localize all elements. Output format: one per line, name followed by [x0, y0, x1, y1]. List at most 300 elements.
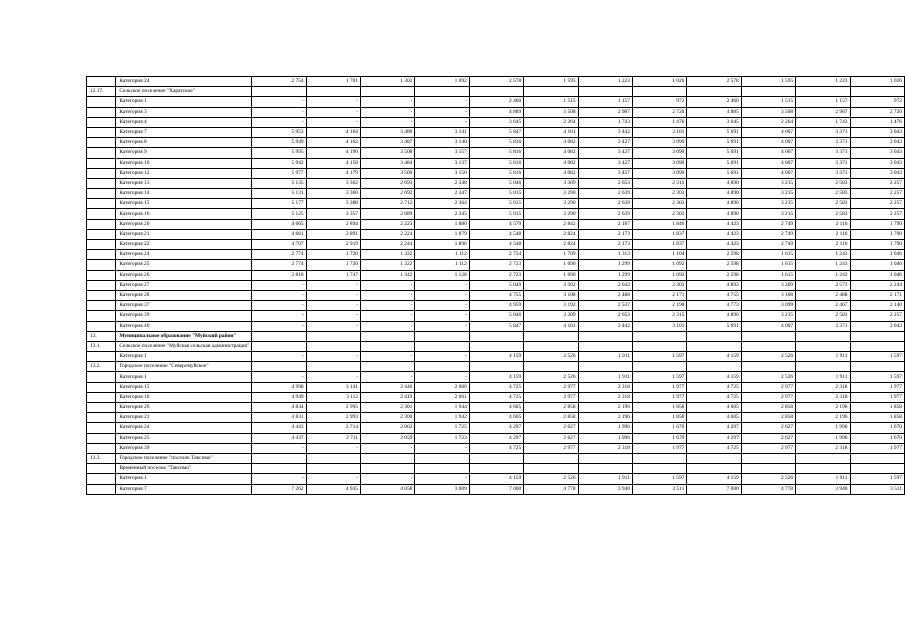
- value-cell: 5 942: [252, 158, 306, 168]
- value-cell: [796, 341, 850, 351]
- value-cell: [469, 464, 523, 474]
- section-title: Муниципальное образование "Муйский район": [116, 331, 252, 341]
- value-cell: [632, 331, 686, 341]
- value-cell: -: [415, 97, 469, 107]
- value-cell: 1 911: [796, 372, 850, 382]
- value-cell: 2 858: [741, 403, 795, 413]
- value-cell: 2 303: [632, 280, 686, 290]
- value-cell: 4 885: [687, 107, 741, 117]
- value-cell: 4 007: [741, 127, 795, 137]
- value-cell: 4 548: [469, 240, 523, 250]
- value-cell: 3 309: [524, 311, 578, 321]
- value-cell: 3 192: [524, 301, 578, 311]
- value-cell: 4 725: [687, 443, 741, 453]
- value-cell: 1 790: [850, 240, 904, 250]
- value-cell: 4 890: [687, 311, 741, 321]
- value-cell: 2 488: [578, 290, 632, 300]
- value-cell: [524, 341, 578, 351]
- category-label: Категория 16: [116, 392, 252, 402]
- value-cell: 2 345: [415, 209, 469, 219]
- value-cell: 3 215: [741, 199, 795, 209]
- row-code: [87, 209, 116, 219]
- value-cell: 1 223: [578, 77, 632, 87]
- table-row: [87, 189, 905, 199]
- table-row: [87, 107, 905, 117]
- value-cell: [252, 87, 306, 97]
- value-cell: 3 511: [632, 484, 686, 494]
- value-cell: 4 890: [687, 178, 741, 188]
- category-label: Категория 40: [116, 321, 252, 331]
- value-cell: 2 639: [578, 199, 632, 209]
- value-cell: 1 046: [850, 250, 904, 260]
- value-cell: 2 583: [796, 189, 850, 199]
- category-label: Категория 37: [116, 301, 252, 311]
- value-cell: 1 595: [741, 77, 795, 87]
- value-cell: -: [252, 311, 306, 321]
- value-cell: 2 196: [578, 413, 632, 423]
- value-cell: 3 371: [796, 158, 850, 168]
- value-cell: 7 262: [252, 484, 306, 494]
- value-cell: 4 297: [687, 423, 741, 433]
- value-cell: 2 223: [361, 219, 415, 229]
- value-cell: 2 526: [524, 372, 578, 382]
- value-cell: 2 598: [687, 270, 741, 280]
- value-cell: 4 661: [252, 229, 306, 239]
- value-cell: [578, 362, 632, 372]
- value-cell: [252, 453, 306, 463]
- table-row: [87, 117, 905, 127]
- value-cell: 3 489: [361, 127, 415, 137]
- value-cell: [796, 362, 850, 372]
- value-cell: 3 108: [741, 290, 795, 300]
- table-row: [87, 97, 905, 107]
- value-cell: 3 309: [524, 178, 578, 188]
- value-cell: 2 301: [361, 403, 415, 413]
- value-cell: 3 043: [850, 138, 904, 148]
- value-cell: [361, 331, 415, 341]
- value-cell: [741, 331, 795, 341]
- value-cell: 1 701: [306, 77, 360, 87]
- value-cell: 4 579: [469, 219, 523, 229]
- value-cell: 2 627: [741, 433, 795, 443]
- value-cell: 3 362: [306, 178, 360, 188]
- value-cell: [850, 341, 904, 351]
- value-cell: 1 223: [796, 77, 850, 87]
- value-cell: 3 360: [306, 189, 360, 199]
- value-cell: 2 303: [632, 189, 686, 199]
- value-cell: 4 082: [524, 168, 578, 178]
- value-cell: 2 720: [632, 107, 686, 117]
- value-cell: [687, 341, 741, 351]
- value-cell: 5 816: [469, 168, 523, 178]
- value-cell: 2 196: [796, 413, 850, 423]
- value-cell: 2 244: [361, 240, 415, 250]
- table-row: [87, 290, 905, 300]
- value-cell: 2 257: [850, 189, 904, 199]
- value-cell: [578, 331, 632, 341]
- value-cell: [252, 362, 306, 372]
- value-cell: 1 670: [850, 423, 904, 433]
- value-cell: [578, 341, 632, 351]
- value-cell: 1 092: [632, 270, 686, 280]
- value-cell: 4 159: [687, 474, 741, 484]
- value-cell: 4 998: [252, 382, 306, 392]
- value-cell: 5 046: [469, 311, 523, 321]
- value-cell: 4 834: [252, 403, 306, 413]
- value-cell: -: [306, 301, 360, 311]
- value-cell: 1 515: [741, 97, 795, 107]
- value-cell: 3 427: [578, 138, 632, 148]
- value-cell: 1 615: [741, 250, 795, 260]
- value-cell: [361, 453, 415, 463]
- value-cell: 4 159: [469, 474, 523, 484]
- value-cell: 1 996: [796, 423, 850, 433]
- value-cell: 4 707: [252, 240, 306, 250]
- table-row: [87, 372, 905, 382]
- value-cell: 4 890: [687, 209, 741, 219]
- value-cell: [415, 331, 469, 341]
- value-cell: -: [306, 352, 360, 362]
- value-cell: 4 725: [469, 392, 523, 402]
- row-code: 13.1.: [87, 341, 116, 351]
- value-cell: -: [415, 321, 469, 331]
- value-cell: 2 711: [306, 433, 360, 443]
- row-code: [87, 270, 116, 280]
- value-cell: 2 318: [578, 443, 632, 453]
- value-cell: 5 691: [687, 127, 741, 137]
- table-row: [87, 168, 905, 178]
- value-cell: -: [361, 311, 415, 321]
- value-cell: 2 987: [578, 107, 632, 117]
- row-code: [87, 97, 116, 107]
- section-row: [87, 453, 905, 463]
- value-cell: 4 101: [524, 321, 578, 331]
- value-cell: [796, 453, 850, 463]
- value-cell: -: [252, 321, 306, 331]
- table-row: [87, 321, 905, 331]
- category-label: Категория 1: [116, 352, 252, 362]
- row-code: [87, 382, 116, 392]
- row-code: [87, 77, 116, 87]
- value-cell: 4 007: [741, 148, 795, 158]
- value-cell: [415, 87, 469, 97]
- row-code: 13.3.: [87, 453, 116, 463]
- value-cell: 3 108: [524, 290, 578, 300]
- value-cell: [741, 464, 795, 474]
- value-cell: 1 615: [741, 270, 795, 280]
- row-code: [87, 199, 116, 209]
- value-cell: 2 315: [632, 178, 686, 188]
- value-cell: 2 583: [796, 178, 850, 188]
- value-cell: 4 437: [252, 433, 306, 443]
- value-cell: 4 423: [687, 219, 741, 229]
- value-cell: -: [415, 117, 469, 127]
- category-label: Категория 24: [116, 423, 252, 433]
- value-cell: [469, 341, 523, 351]
- section-row: [87, 341, 905, 351]
- table-row: [87, 148, 905, 158]
- value-cell: 2 977: [524, 392, 578, 402]
- value-cell: 4 725: [687, 392, 741, 402]
- value-cell: -: [415, 443, 469, 453]
- value-cell: -: [252, 301, 306, 311]
- value-cell: 2 583: [796, 209, 850, 219]
- value-cell: 4 159: [687, 372, 741, 382]
- value-cell: 1 720: [306, 250, 360, 260]
- table-row: [87, 433, 905, 443]
- value-cell: -: [415, 474, 469, 484]
- value-cell: -: [306, 97, 360, 107]
- category-label: Категория 16: [116, 209, 252, 219]
- value-cell: 3 508: [361, 148, 415, 158]
- value-cell: 5 049: [469, 280, 523, 290]
- value-cell: 2 198: [632, 301, 686, 311]
- value-cell: 5 816: [469, 158, 523, 168]
- value-cell: [361, 341, 415, 351]
- value-cell: 972: [850, 97, 904, 107]
- value-cell: 4 058: [361, 484, 415, 494]
- row-code: [87, 138, 116, 148]
- value-cell: 5 847: [469, 127, 523, 137]
- value-cell: 4 889: [469, 107, 523, 117]
- value-cell: 2 653: [578, 311, 632, 321]
- value-cell: 2 526: [741, 372, 795, 382]
- value-cell: 3 371: [796, 321, 850, 331]
- table-row: [87, 158, 905, 168]
- value-cell: 2 062: [361, 423, 415, 433]
- value-cell: [524, 87, 578, 97]
- row-code: [87, 352, 116, 362]
- value-cell: [632, 464, 686, 474]
- value-cell: 2 653: [578, 178, 632, 188]
- value-cell: 5 691: [687, 168, 741, 178]
- row-code: [87, 372, 116, 382]
- value-cell: 4 297: [469, 433, 523, 443]
- value-cell: -: [252, 97, 306, 107]
- table-row: [87, 301, 905, 311]
- value-cell: 5 177: [252, 199, 306, 209]
- value-cell: 4 007: [741, 168, 795, 178]
- value-cell: 1 977: [850, 443, 904, 453]
- value-cell: 1 615: [741, 260, 795, 270]
- value-cell: [578, 453, 632, 463]
- row-code: [87, 148, 116, 158]
- value-cell: 3 140: [415, 138, 469, 148]
- value-cell: 3 302: [524, 280, 578, 290]
- value-cell: [415, 464, 469, 474]
- value-cell: [252, 464, 306, 474]
- value-cell: 4 159: [469, 372, 523, 382]
- value-cell: 1 996: [578, 433, 632, 443]
- value-cell: -: [415, 372, 469, 382]
- value-cell: 3 371: [796, 148, 850, 158]
- value-cell: 4 082: [524, 148, 578, 158]
- value-cell: 1 858: [632, 413, 686, 423]
- value-cell: [306, 87, 360, 97]
- value-cell: 2 583: [796, 311, 850, 321]
- value-cell: 3 290: [524, 199, 578, 209]
- value-cell: -: [252, 443, 306, 453]
- value-cell: 3 209: [741, 280, 795, 290]
- value-cell: 1 977: [632, 382, 686, 392]
- value-cell: 1 880: [415, 219, 469, 229]
- row-code: [87, 301, 116, 311]
- value-cell: 1 709: [524, 250, 578, 260]
- value-cell: 5 125: [252, 209, 306, 219]
- value-cell: 2 639: [578, 209, 632, 219]
- row-code: [87, 403, 116, 413]
- value-cell: 3 645: [469, 117, 523, 127]
- value-cell: 1 342: [361, 270, 415, 280]
- value-cell: -: [306, 311, 360, 321]
- value-cell: 2 858: [524, 413, 578, 423]
- value-cell: 2 318: [578, 382, 632, 392]
- value-cell: 3 150: [415, 168, 469, 178]
- value-cell: -: [361, 372, 415, 382]
- value-cell: 5 949: [252, 138, 306, 148]
- value-cell: 3 215: [741, 189, 795, 199]
- value-cell: -: [415, 352, 469, 362]
- value-cell: 5 691: [687, 138, 741, 148]
- value-cell: -: [306, 117, 360, 127]
- value-cell: 2 824: [524, 240, 578, 250]
- row-code: [87, 321, 116, 331]
- value-cell: 1 597: [632, 352, 686, 362]
- value-cell: [741, 453, 795, 463]
- value-cell: 3 043: [850, 148, 904, 158]
- value-cell: 2 303: [632, 209, 686, 219]
- value-cell: -: [361, 117, 415, 127]
- value-cell: 3 357: [306, 209, 360, 219]
- table-row: [87, 138, 905, 148]
- value-cell: 2 598: [687, 250, 741, 260]
- value-cell: 2 061: [415, 392, 469, 402]
- row-code: [87, 189, 116, 199]
- value-cell: 4 007: [741, 138, 795, 148]
- value-cell: 4 778: [524, 484, 578, 494]
- value-cell: 4 158: [306, 158, 360, 168]
- value-cell: 1 911: [578, 372, 632, 382]
- row-code: [87, 260, 116, 270]
- row-code: [87, 484, 116, 494]
- table-row: [87, 484, 905, 494]
- value-cell: [252, 331, 306, 341]
- value-cell: [578, 464, 632, 474]
- value-cell: 2 440: [361, 382, 415, 392]
- section-row: [87, 331, 905, 341]
- value-cell: -: [361, 352, 415, 362]
- value-cell: 2 347: [415, 189, 469, 199]
- value-cell: 2 318: [578, 392, 632, 402]
- category-label: Категория 1: [116, 372, 252, 382]
- table-row: [87, 127, 905, 137]
- row-code: [87, 240, 116, 250]
- category-label: Категория 21: [116, 413, 252, 423]
- value-cell: 3 157: [415, 148, 469, 158]
- value-cell: 1 846: [632, 219, 686, 229]
- value-cell: [850, 331, 904, 341]
- value-cell: 4 423: [687, 229, 741, 239]
- value-cell: [687, 331, 741, 341]
- value-cell: [632, 87, 686, 97]
- value-cell: 1 313: [578, 250, 632, 260]
- value-cell: 2 171: [850, 290, 904, 300]
- value-cell: 2 714: [306, 423, 360, 433]
- value-cell: 3 427: [578, 168, 632, 178]
- value-cell: 3 484: [361, 158, 415, 168]
- category-label: Категория 25: [116, 260, 252, 270]
- value-cell: 5 816: [469, 148, 523, 158]
- value-cell: 2 526: [741, 352, 795, 362]
- value-cell: 1 911: [578, 474, 632, 484]
- value-cell: [850, 464, 904, 474]
- row-code: [87, 229, 116, 239]
- value-cell: 4 605: [687, 403, 741, 413]
- section-row: [87, 362, 905, 372]
- value-cell: 1 837: [632, 229, 686, 239]
- value-cell: 2 627: [524, 423, 578, 433]
- value-cell: 4 159: [469, 352, 523, 362]
- value-cell: [524, 464, 578, 474]
- value-cell: 2 467: [796, 301, 850, 311]
- value-cell: 2 598: [687, 260, 741, 270]
- value-cell: 3 215: [741, 311, 795, 321]
- value-cell: -: [306, 280, 360, 290]
- value-cell: 1 322: [361, 260, 415, 270]
- value-cell: [306, 453, 360, 463]
- value-cell: 2 842: [524, 219, 578, 229]
- value-cell: 2 692: [361, 189, 415, 199]
- value-cell: 2 537: [578, 301, 632, 311]
- value-cell: [524, 453, 578, 463]
- value-cell: 3 371: [796, 168, 850, 178]
- value-cell: 2 639: [578, 189, 632, 199]
- value-cell: 2 171: [632, 290, 686, 300]
- value-cell: [741, 87, 795, 97]
- table-row: [87, 250, 905, 260]
- value-cell: 2 224: [361, 229, 415, 239]
- value-cell: [796, 87, 850, 97]
- value-cell: 3 645: [687, 117, 741, 127]
- value-cell: 1 670: [850, 433, 904, 443]
- table-row: [87, 392, 905, 402]
- value-cell: 1 720: [306, 260, 360, 270]
- value-cell: 2 818: [252, 270, 306, 280]
- value-cell: 2 824: [524, 229, 578, 239]
- value-cell: 3 090: [632, 168, 686, 178]
- value-cell: 4 605: [469, 403, 523, 413]
- value-cell: 2 318: [796, 392, 850, 402]
- value-cell: 2 689: [361, 209, 415, 219]
- value-cell: 4 297: [687, 433, 741, 443]
- value-cell: 4 725: [469, 443, 523, 453]
- value-cell: [850, 362, 904, 372]
- value-cell: 2 488: [796, 290, 850, 300]
- value-cell: [687, 453, 741, 463]
- value-cell: 3 043: [850, 158, 904, 168]
- value-cell: 2 244: [850, 280, 904, 290]
- value-cell: 5 847: [469, 321, 523, 331]
- row-code: [87, 178, 116, 188]
- value-cell: [306, 341, 360, 351]
- value-cell: 2 627: [741, 423, 795, 433]
- tariff-table: [86, 76, 905, 495]
- value-cell: -: [415, 290, 469, 300]
- table-row: [87, 423, 905, 433]
- value-cell: 1 911: [796, 474, 850, 484]
- value-cell: 4 949: [252, 392, 306, 402]
- value-cell: 1 942: [415, 413, 469, 423]
